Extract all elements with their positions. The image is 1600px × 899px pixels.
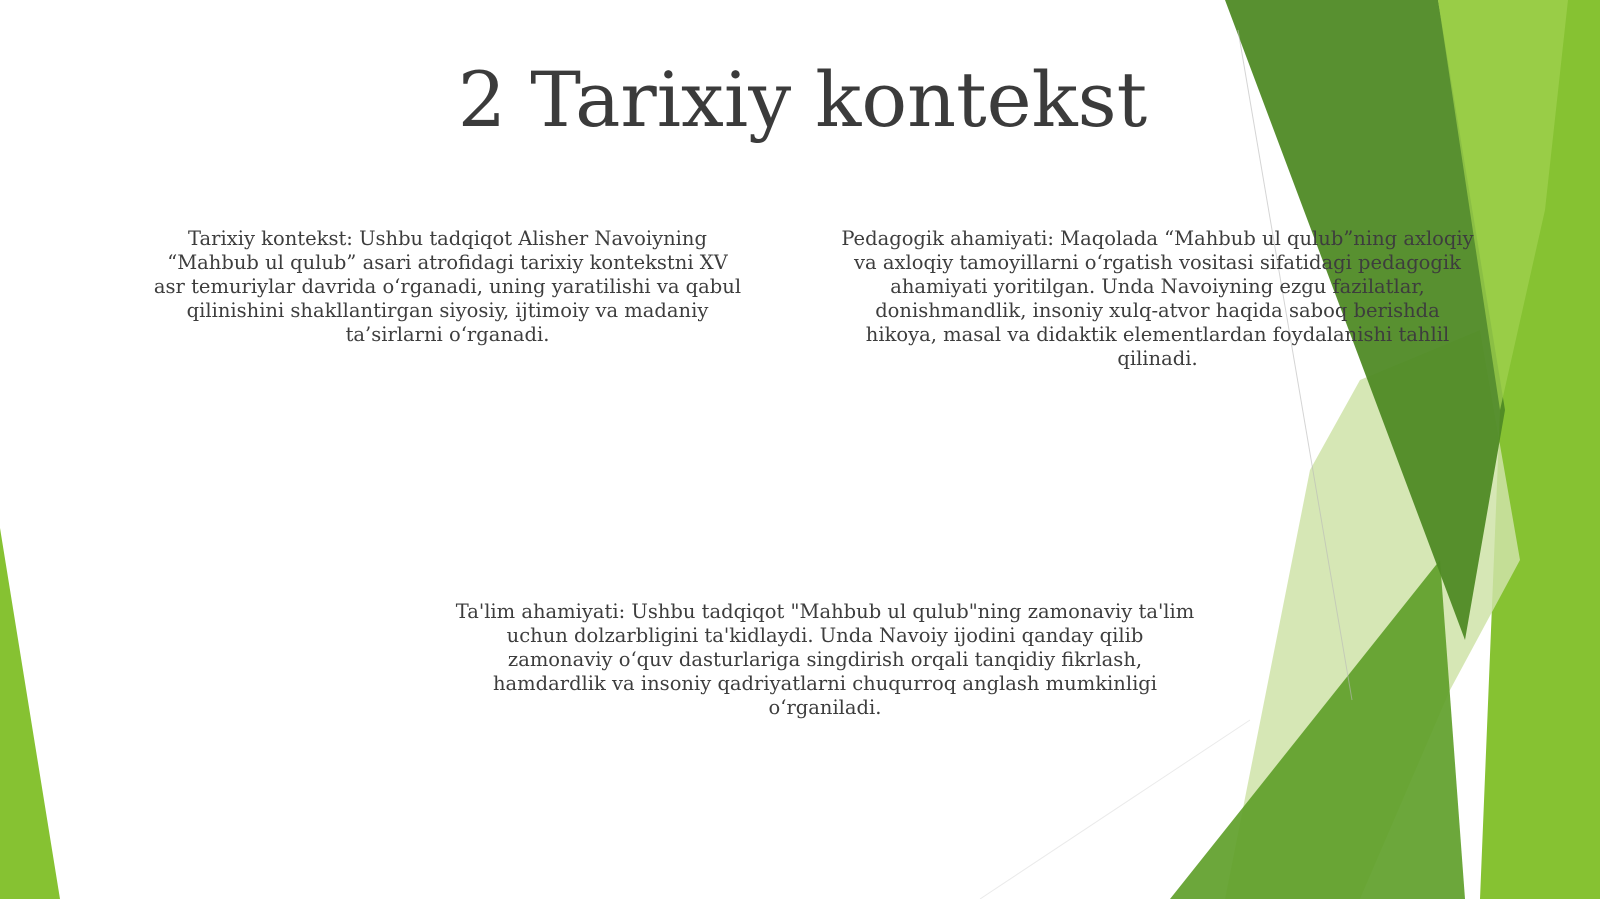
educational-significance-text: Ta'lim ahamiyati: Ushbu tadqiqot "Mahbub ul qulub"ning zamonaviy ta'lim uchun dolzarbligini ta'kidlaydi. Unda Navoiy ijodini qanday qilib zamonaviy o‘quv dasturlariga singdirish orqali tanqidiy fikrlash, hamdardlik va insoniy qadriyatlarni chuqurroq anglash mumkinligi o‘rganiladi. <box>455 600 1195 719</box>
left-green-sliver <box>0 528 60 899</box>
historical-context-text: Tarixiy kontekst: Ushbu tadqiqot Alisher Navoiyning “Mahbub ul qulub” asari atrofidagi tarixiy kontekstni XV asr temuriylar davrida o‘rganadi, uning yaratilishi va qabul qilinishini shakllantirgan siyosiy, ijtimoiy va madaniy ta’sirlarni o‘rganadi. <box>153 227 742 346</box>
slide-title: 2 Tarixiy kontekst <box>457 55 1148 144</box>
pedagogical-significance-text: Pedagogik ahamiyati: Maqolada “Mahbub ul qulub”ning axloqiy va axloqiy tamoyillarni o‘rgatish vositasi sifatidagi pedagogik ahamiyati yoritilgan. Unda Navoiyning ezgu fazilatlar, donishmandlik, insoniy xulq-atvor haqida saboq berishda hikoya, masal va didaktik elementlardan foydalanishi tahlil qilinadi. <box>841 227 1474 370</box>
